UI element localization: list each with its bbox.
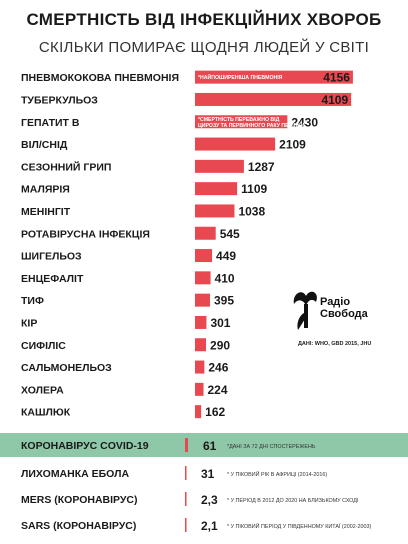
bar [195,383,204,396]
bar-value-label: 290 [210,338,231,353]
bar-value-label: 2109 [279,137,306,152]
bar-value-label: 1287 [247,159,275,174]
bar-value-label: 4156 [323,70,350,85]
highlight-note: *ДАНІ ЗА 72 ДНІ СПОСТЕРЕЖЕНЬ [227,444,316,450]
category-label: ЕНЦЕФАЛІТ [21,272,84,285]
category-label: МАЛЯРІЯ [21,183,70,196]
bar-value-label: 4109 [321,92,349,107]
epidemic-note: * У ПІКОВИЙ РІК В АФРИЦІ (2014-2016) [227,472,328,478]
category-label: КАШЛЮК [21,406,71,419]
category-label: ТИФ [21,295,44,308]
logo-line-2: Свобода [320,308,368,320]
epidemic-note: * У ПІКОВИЙ ПЕРІОД У ПІВДЕННОМУ КИТАЇ (2002-2003) [227,524,372,530]
bar-value-label: 410 [214,271,235,286]
bar [195,316,206,329]
bar [195,249,212,262]
bar-annotation: *СМЕРТНІСТЬ ПЕРЕВАЖНО ВІД [198,116,280,123]
highlight-bar [185,438,188,452]
bar-value-label: 246 [208,360,229,375]
bar-value-label: 1038 [238,204,266,219]
highlight-value-label: 61 [203,439,217,453]
bar-value-label: 162 [205,405,226,420]
bar [195,204,234,217]
bar [195,361,204,374]
data-source: ДАНІ: WHO, GBD 2015, JHU [298,341,372,347]
bar-value-label: 395 [214,293,235,308]
bar-value-label: 449 [216,249,237,264]
bar [195,227,216,240]
category-label: ТУБЕРКУЛЬОЗ [21,94,98,107]
bar [195,138,275,151]
category-label: ХОЛЕРА [21,384,64,397]
bar-value-label: 301 [210,315,231,330]
bar [195,405,201,418]
bar-value-label: 1109 [241,182,268,197]
bar [195,182,237,195]
bar [195,294,210,307]
epidemic-value-label: 2,1 [201,519,218,533]
bar [195,160,244,173]
category-label: РОТАВІРУСНА ІНФЕКЦІЯ [21,228,150,241]
bar-value-label: 224 [207,382,228,397]
category-label: ПНЕВМОКОКОВА ПНЕВМОНІЯ [21,72,180,85]
epidemic-value-label: 2,3 [201,493,218,507]
category-label: ВІЛ/СНІД [21,139,68,152]
bar-value-label: 545 [219,226,240,241]
epidemic-label: SARS (КОРОНАВІРУС) [21,520,137,532]
category-label: КІР [21,317,38,330]
epidemic-label: MERS (КОРОНАВІРУС) [21,494,138,506]
logo-line-1: Радіо [320,296,351,308]
bar [195,271,211,284]
category-label: МЕНІНГІТ [21,205,71,218]
epidemic-note: * У ПЕРІОД В 2012 ДО 2020 НА БЛИЗЬКОМУ СХОДІ [227,498,359,504]
epidemic-value-label: 31 [201,467,215,481]
bar-annotation: *НАЙПОШИРЕНІША ПНЕВМОНІЯ [198,75,283,82]
category-label: ШИГЕЛЬОЗ [21,250,82,263]
bar [195,338,206,351]
epidemic-bar [185,518,187,532]
highlight-label: КОРОНАВІРУС COVID-19 [21,440,149,452]
epidemic-label: ЛИХОМАНКА ЕБОЛА [21,468,130,480]
chart-subtitle: СКІЛЬКИ ПОМИРАЄ ЩОДНЯ ЛЮДЕЙ У СВІТІ [38,39,370,56]
chart-title: СМЕРТНІСТЬ ВІД ІНФЕКЦІЙНИХ ХВОРОБ [26,10,382,29]
bar-annotation: ЦИРОЗУ ТА ПЕРВИННОГО РАКУ ПЕЧІНКИ [198,122,305,129]
category-label: СИФІЛІС [21,339,66,352]
bar-value-label: 2430 [291,115,319,130]
category-label: САЛЬМОНЕЛЬОЗ [21,362,112,375]
logo-text [320,296,368,320]
epidemic-bar [185,492,187,506]
category-label: СЕЗОННИЙ ГРИП [21,161,112,174]
epidemic-bar [185,466,187,480]
category-label: ГЕПАТИТ В [21,116,80,129]
